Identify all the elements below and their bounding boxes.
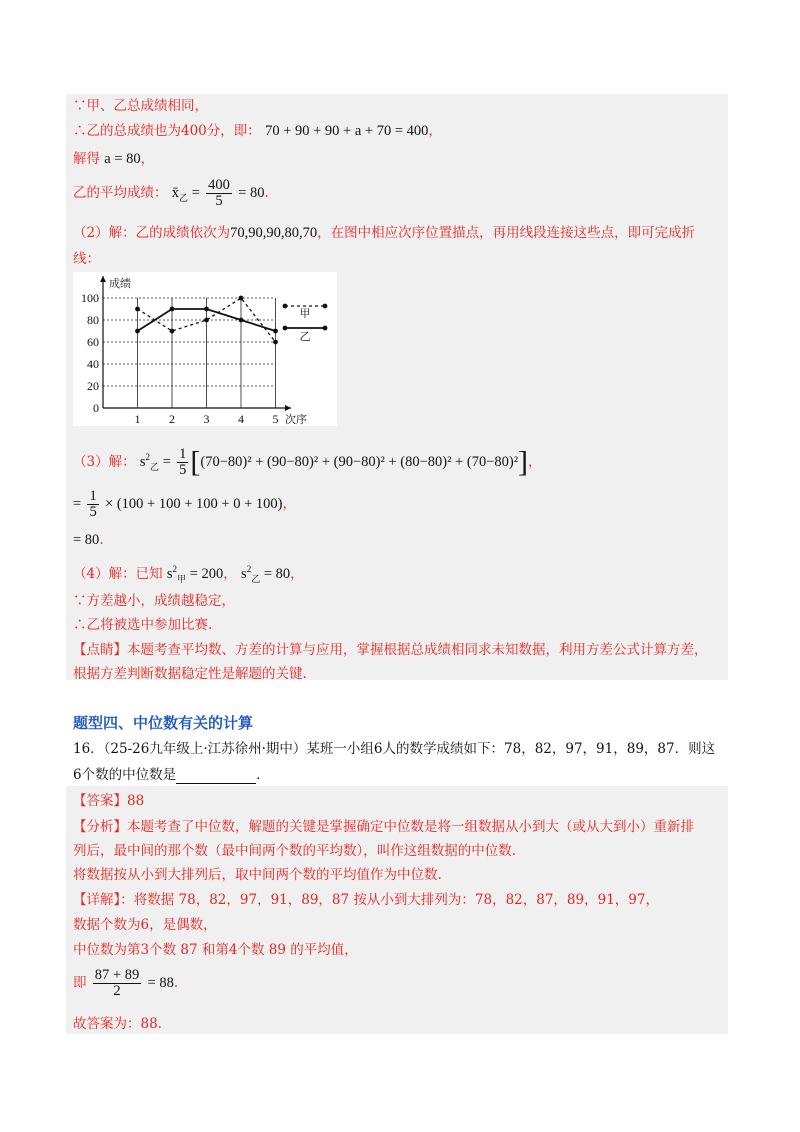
y-tick-label-0: 0 [93, 401, 99, 415]
series-point-甲-3 [204, 318, 209, 323]
y-tick-label-80: 80 [87, 313, 99, 327]
series-point-甲-5 [273, 340, 278, 345]
question-16-line1: 16．（25-26九年级上·江苏徐州·期中）某班一小组6人的数学成绩如下：78，82，97，91，89，87．则这 [73, 741, 716, 757]
x-tick-label-3: 3 [203, 412, 210, 426]
score-line-chart [73, 272, 337, 426]
detail-line-1: 【详解】：将数据 78，82，97，91，89，87 按从小到大排列为：78，82，87，89，91，97， [73, 892, 659, 908]
legend-point-甲-a [283, 304, 288, 309]
section-heading: 题型四、中位数有关的计算 [73, 714, 254, 732]
line-part2-cont: 线： [73, 251, 100, 267]
line-variance-rule: ∵方差越小，成绩越稳定， [73, 593, 235, 609]
line-solve-a: 解得 a = 80， [73, 151, 155, 167]
median-fraction: $\frac{87 + 89}{2}$ [94, 967, 140, 999]
line-key-point-2: 根据方差判断数据稳定性是解题的关键. [73, 666, 307, 682]
detail-line-5: 故答案为：88. [73, 1016, 162, 1032]
line-variance-sum: = $\frac{1}{5}$ × (100 + 100 + 100 + 0 + 100)， [73, 488, 296, 520]
legend-label-乙: 乙 [299, 330, 311, 343]
legend-point-乙-b [323, 326, 328, 331]
detail-line-4: 即 $\frac{87 + 89}{2}$ = 88. [73, 967, 179, 999]
series-point-乙-4 [239, 318, 244, 323]
line-mean: 乙的平均成绩： $x̄_乙$ = $\frac{400}{5}$ = 80. [73, 177, 269, 209]
legend-label-甲: 甲 [299, 307, 311, 320]
line-part2: （2）解：乙的成绩依次为70,90,90,80,70，在图中相应次序位置描点，再用线段连接这些点，即可完成折 [73, 225, 696, 241]
y-tick-label-20: 20 [87, 379, 99, 393]
series-point-乙-2 [170, 307, 175, 312]
legend-point-甲-b [323, 304, 328, 309]
line-key-point-1: 【点睛】本题考查平均数、方差的计算与应用，掌握根据总成绩相同求未知数据，利用方差公式计算方差， [73, 642, 708, 658]
y-axis-label: 成绩 [109, 277, 131, 290]
series-point-甲-1 [135, 307, 140, 312]
line-same-total: ∵甲、乙总成绩相同， [73, 98, 208, 114]
legend-point-乙-a [283, 326, 288, 331]
line-known-variances: （4）解：已知 $s^2_甲 = 200$， $s^2_乙 = 80$， [73, 564, 304, 584]
series-point-乙-5 [273, 329, 278, 334]
chart-background [73, 272, 337, 426]
x-tick-label-2: 2 [169, 412, 175, 426]
y-tick-label-40: 40 [87, 357, 99, 371]
detail-line-3: 中位数为第3个数 87 和第4个数 89 的平均值， [73, 942, 358, 958]
x-tick-label-1: 1 [134, 412, 141, 426]
question-16-line2: 6个数的中位数是 ． [73, 767, 270, 783]
series-point-乙-3 [204, 307, 209, 312]
y-tick-label-100: 100 [81, 291, 99, 305]
x-axis-label: 次序 [285, 413, 307, 426]
x-tick-label-4: 4 [238, 412, 244, 426]
series-point-甲-2 [170, 329, 175, 334]
answer-blank [176, 769, 256, 784]
analysis-line-3: 将数据按从小到大排列后，取中间两个数的平均值作为中位数. [73, 867, 442, 883]
equation-total: 70 + 90 + 90 + a + 70 = 400 [265, 123, 429, 139]
analysis-line-2: 列后，最中间的那个数（最中间两个数的平均数），叫作这组数据的中位数. [73, 843, 517, 859]
line-conclusion: ∴乙将被选中参加比赛. [73, 617, 213, 633]
series-point-甲-4 [239, 296, 244, 301]
analysis-line-1: 【分析】本题考查了中位数，解题的关键是掌握确定中位数是将一组数据从小到大（或从大到小）重新排 [73, 819, 694, 835]
variance-terms: (70−80)² + (90−80)² + (90−80)² + (80−80)² + (70−80)² [200, 453, 519, 470]
line-variance-formula: （3）解： $s^2_乙$ = $\frac{1}{5}$ [(70−80)² + (90−80)² + (90−80)² + (80−80)² + (70−80)²]， [73, 445, 542, 479]
detail-line-2: 数据个数为6，是偶数， [73, 917, 217, 933]
answer-line: 【答案】88 [73, 793, 145, 809]
y-tick-label-60: 60 [87, 335, 99, 349]
mean-fraction: $\frac{400}{5}$ [208, 177, 230, 209]
line-total-400: ∴乙的总成绩也为400分，即： 70 + 90 + 90 + a + 70 = 400， [73, 123, 442, 139]
line-variance-result: = 80. [73, 532, 104, 548]
x-tick-label-5: 5 [272, 412, 279, 426]
series-point-乙-1 [135, 329, 140, 334]
